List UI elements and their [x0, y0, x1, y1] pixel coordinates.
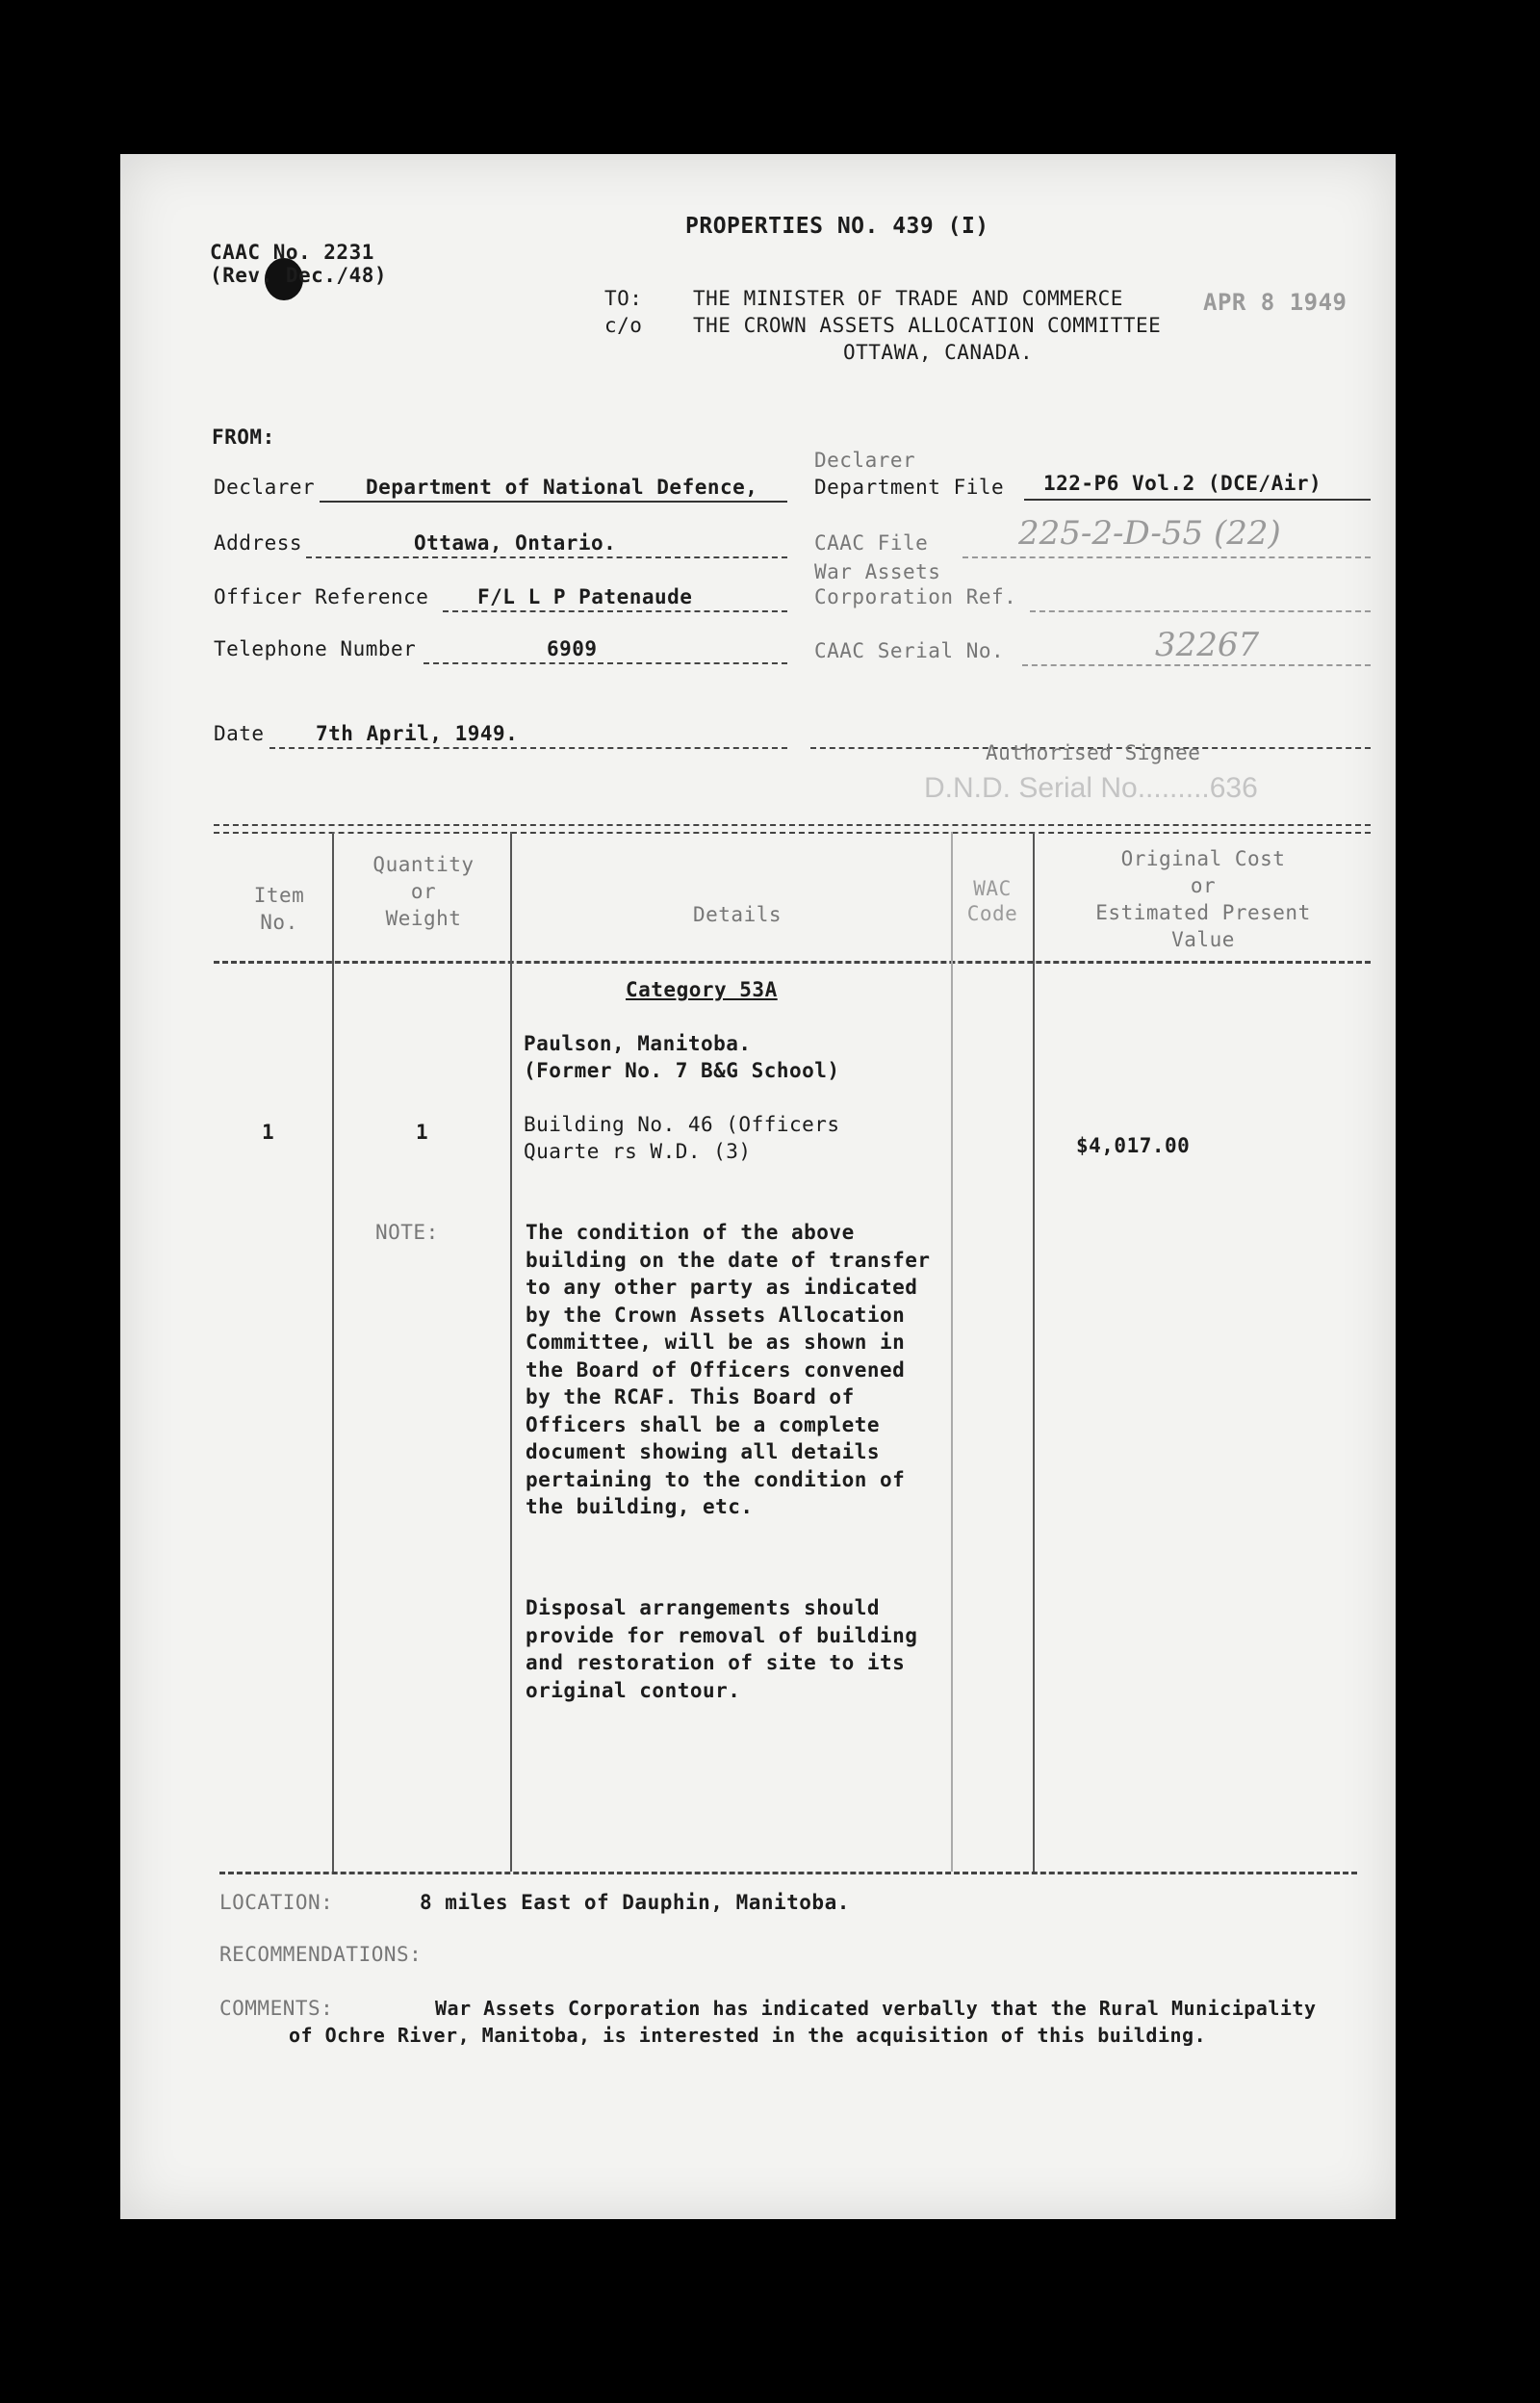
note-line-10: pertaining to the condition of	[526, 1467, 906, 1491]
header-quantity-line-1: Quantity	[372, 853, 475, 876]
war-assets-underline	[1030, 610, 1371, 612]
caac-serial-label: CAAC Serial No.	[814, 639, 1005, 662]
note-line-2: building on the date of transfer	[526, 1248, 931, 1272]
caac-serial-underline	[1022, 664, 1371, 666]
date-underline	[270, 747, 787, 749]
to-line: THE MINISTER OF TRADE AND COMMERCE	[693, 287, 1123, 310]
col-divider-2	[510, 832, 512, 1872]
war-assets-label-1: War Assets	[814, 560, 941, 583]
note-label: NOTE:	[375, 1221, 439, 1244]
comments-label: COMMENTS:	[219, 1997, 334, 2020]
caac-file-value: 225-2-D-55 (22)	[1018, 514, 1281, 553]
header-cost	[1040, 845, 1367, 953]
note-line-8: Officers shall be a complete	[526, 1412, 881, 1436]
header-wac-line-1: WAC	[973, 877, 1012, 900]
comments-line-2: of Ochre River, Manitoba, is interested in the acquisition of this building.	[289, 2024, 1207, 2047]
col-divider-3	[951, 832, 953, 1872]
officer-reference-value: F/L L P Patenaude	[477, 585, 693, 608]
declarer-value: Department of National Defence,	[366, 476, 758, 499]
note-line-5: Committee, will be as shown in	[526, 1331, 906, 1354]
date-label: Date	[214, 722, 265, 745]
revision-date: (Rev. Dec./48)	[210, 264, 388, 287]
received-stamp: APR 8 1949	[1203, 289, 1348, 316]
note-block	[526, 1219, 931, 1521]
note-line-11: the building, etc.	[526, 1495, 754, 1518]
note-line-7: by the RCAF. This Board of	[526, 1385, 855, 1408]
location-value: 8 miles East of Dauphin, Manitoba.	[420, 1891, 850, 1914]
header-wac-code	[951, 876, 1034, 926]
building-line-1: Building No. 46 (Officers	[524, 1113, 840, 1136]
dept-file-underline	[1024, 499, 1371, 501]
header-quantity	[346, 851, 500, 932]
disposal-line-3: and restoration of site to its	[526, 1651, 906, 1674]
disposal-line-2: provide for removal of building	[526, 1623, 918, 1647]
note-line-1: The condition of the above	[526, 1221, 855, 1244]
header-quantity-line-3: Weight	[385, 907, 462, 930]
dept-file-label-2: Department File	[814, 476, 1005, 499]
location-block	[524, 1030, 840, 1084]
header-item	[231, 882, 327, 936]
header-cost-line-2: or	[1190, 874, 1217, 897]
table-header-rule	[214, 961, 1371, 964]
building-block	[524, 1111, 840, 1165]
col-divider-4	[1033, 832, 1035, 1872]
officer-underline	[443, 610, 787, 612]
caac-serial-value: 32267	[1155, 626, 1260, 664]
caac-form-number: CAAC No. 2231	[210, 241, 374, 264]
location-label: LOCATION:	[219, 1891, 334, 1914]
co-label: c/o	[604, 314, 643, 337]
co-line: THE CROWN ASSETS ALLOCATION COMMITTEE	[693, 314, 1162, 337]
telephone-label: Telephone Number	[214, 637, 417, 660]
table-bottom-rule	[219, 1872, 1357, 1874]
dept-file-value: 122-P6 Vol.2 (DCE/Air)	[1043, 472, 1322, 495]
address-value: Ottawa, Ontario.	[414, 531, 617, 555]
caac-file-label: CAAC File	[814, 531, 929, 555]
col-divider-1	[332, 832, 334, 1872]
header-cost-line-1: Original Cost	[1120, 847, 1286, 870]
telephone-underline	[424, 662, 787, 664]
page-title: PROPERTIES NO. 439 (I)	[685, 214, 989, 239]
building-line-2: Quarte rs W.D. (3)	[524, 1140, 752, 1163]
header-cost-line-3: Estimated Present	[1095, 901, 1311, 924]
address-label: Address	[214, 531, 303, 555]
declarer-label: Declarer	[214, 476, 316, 499]
date-value: 7th April, 1949.	[316, 722, 519, 745]
note-line-3: to any other party as indicated	[526, 1276, 918, 1299]
location-line-2: (Former No. 7 B&G School)	[524, 1059, 840, 1082]
item-quantity: 1	[416, 1121, 429, 1144]
dept-file-label-1: Declarer	[814, 449, 916, 472]
header-cost-line-4: Value	[1171, 928, 1235, 951]
header-item-line-2: No.	[260, 911, 298, 934]
disposal-line-4: original contour.	[526, 1678, 741, 1702]
recommendations-label: RECOMMENDATIONS:	[219, 1943, 423, 1966]
disposal-block	[526, 1594, 917, 1704]
authorised-signee-label: Authorised Signee	[986, 741, 1201, 764]
dnd-serial-stamp: D.N.D. Serial No.........636	[924, 772, 1258, 804]
item-number: 1	[262, 1121, 275, 1144]
war-assets-label-2: Corporation Ref.	[814, 585, 1017, 608]
telephone-value: 6909	[547, 637, 598, 660]
declarer-underline	[320, 501, 787, 503]
category-heading: Category 53A	[626, 978, 778, 1001]
note-line-4: by the Crown Assets Allocation	[526, 1303, 906, 1327]
from-label: FROM:	[212, 426, 275, 449]
city-line: OTTAWA, CANADA.	[843, 341, 1034, 364]
to-label: TO:	[604, 287, 643, 310]
header-details: Details	[693, 903, 783, 926]
comments-line-1: War Assets Corporation has indicated verbally that the Rural Municipality	[435, 1997, 1317, 2020]
table-top-rule	[214, 824, 1371, 826]
table-top-rule-2	[214, 832, 1371, 834]
note-line-9: document showing all details	[526, 1440, 881, 1463]
header-item-line-1: Item	[253, 884, 305, 907]
officer-reference-label: Officer Reference	[214, 585, 429, 608]
header-quantity-line-2: or	[410, 880, 437, 903]
caac-file-underline	[962, 556, 1371, 558]
address-underline	[306, 556, 787, 558]
note-line-6: the Board of Officers convened	[526, 1357, 906, 1382]
location-line-1: Paulson, Manitoba.	[524, 1032, 752, 1055]
header-wac-line-2: Code	[966, 902, 1018, 925]
item-value: $4,017.00	[1076, 1134, 1191, 1157]
disposal-line-1: Disposal arrangements should	[526, 1596, 881, 1619]
